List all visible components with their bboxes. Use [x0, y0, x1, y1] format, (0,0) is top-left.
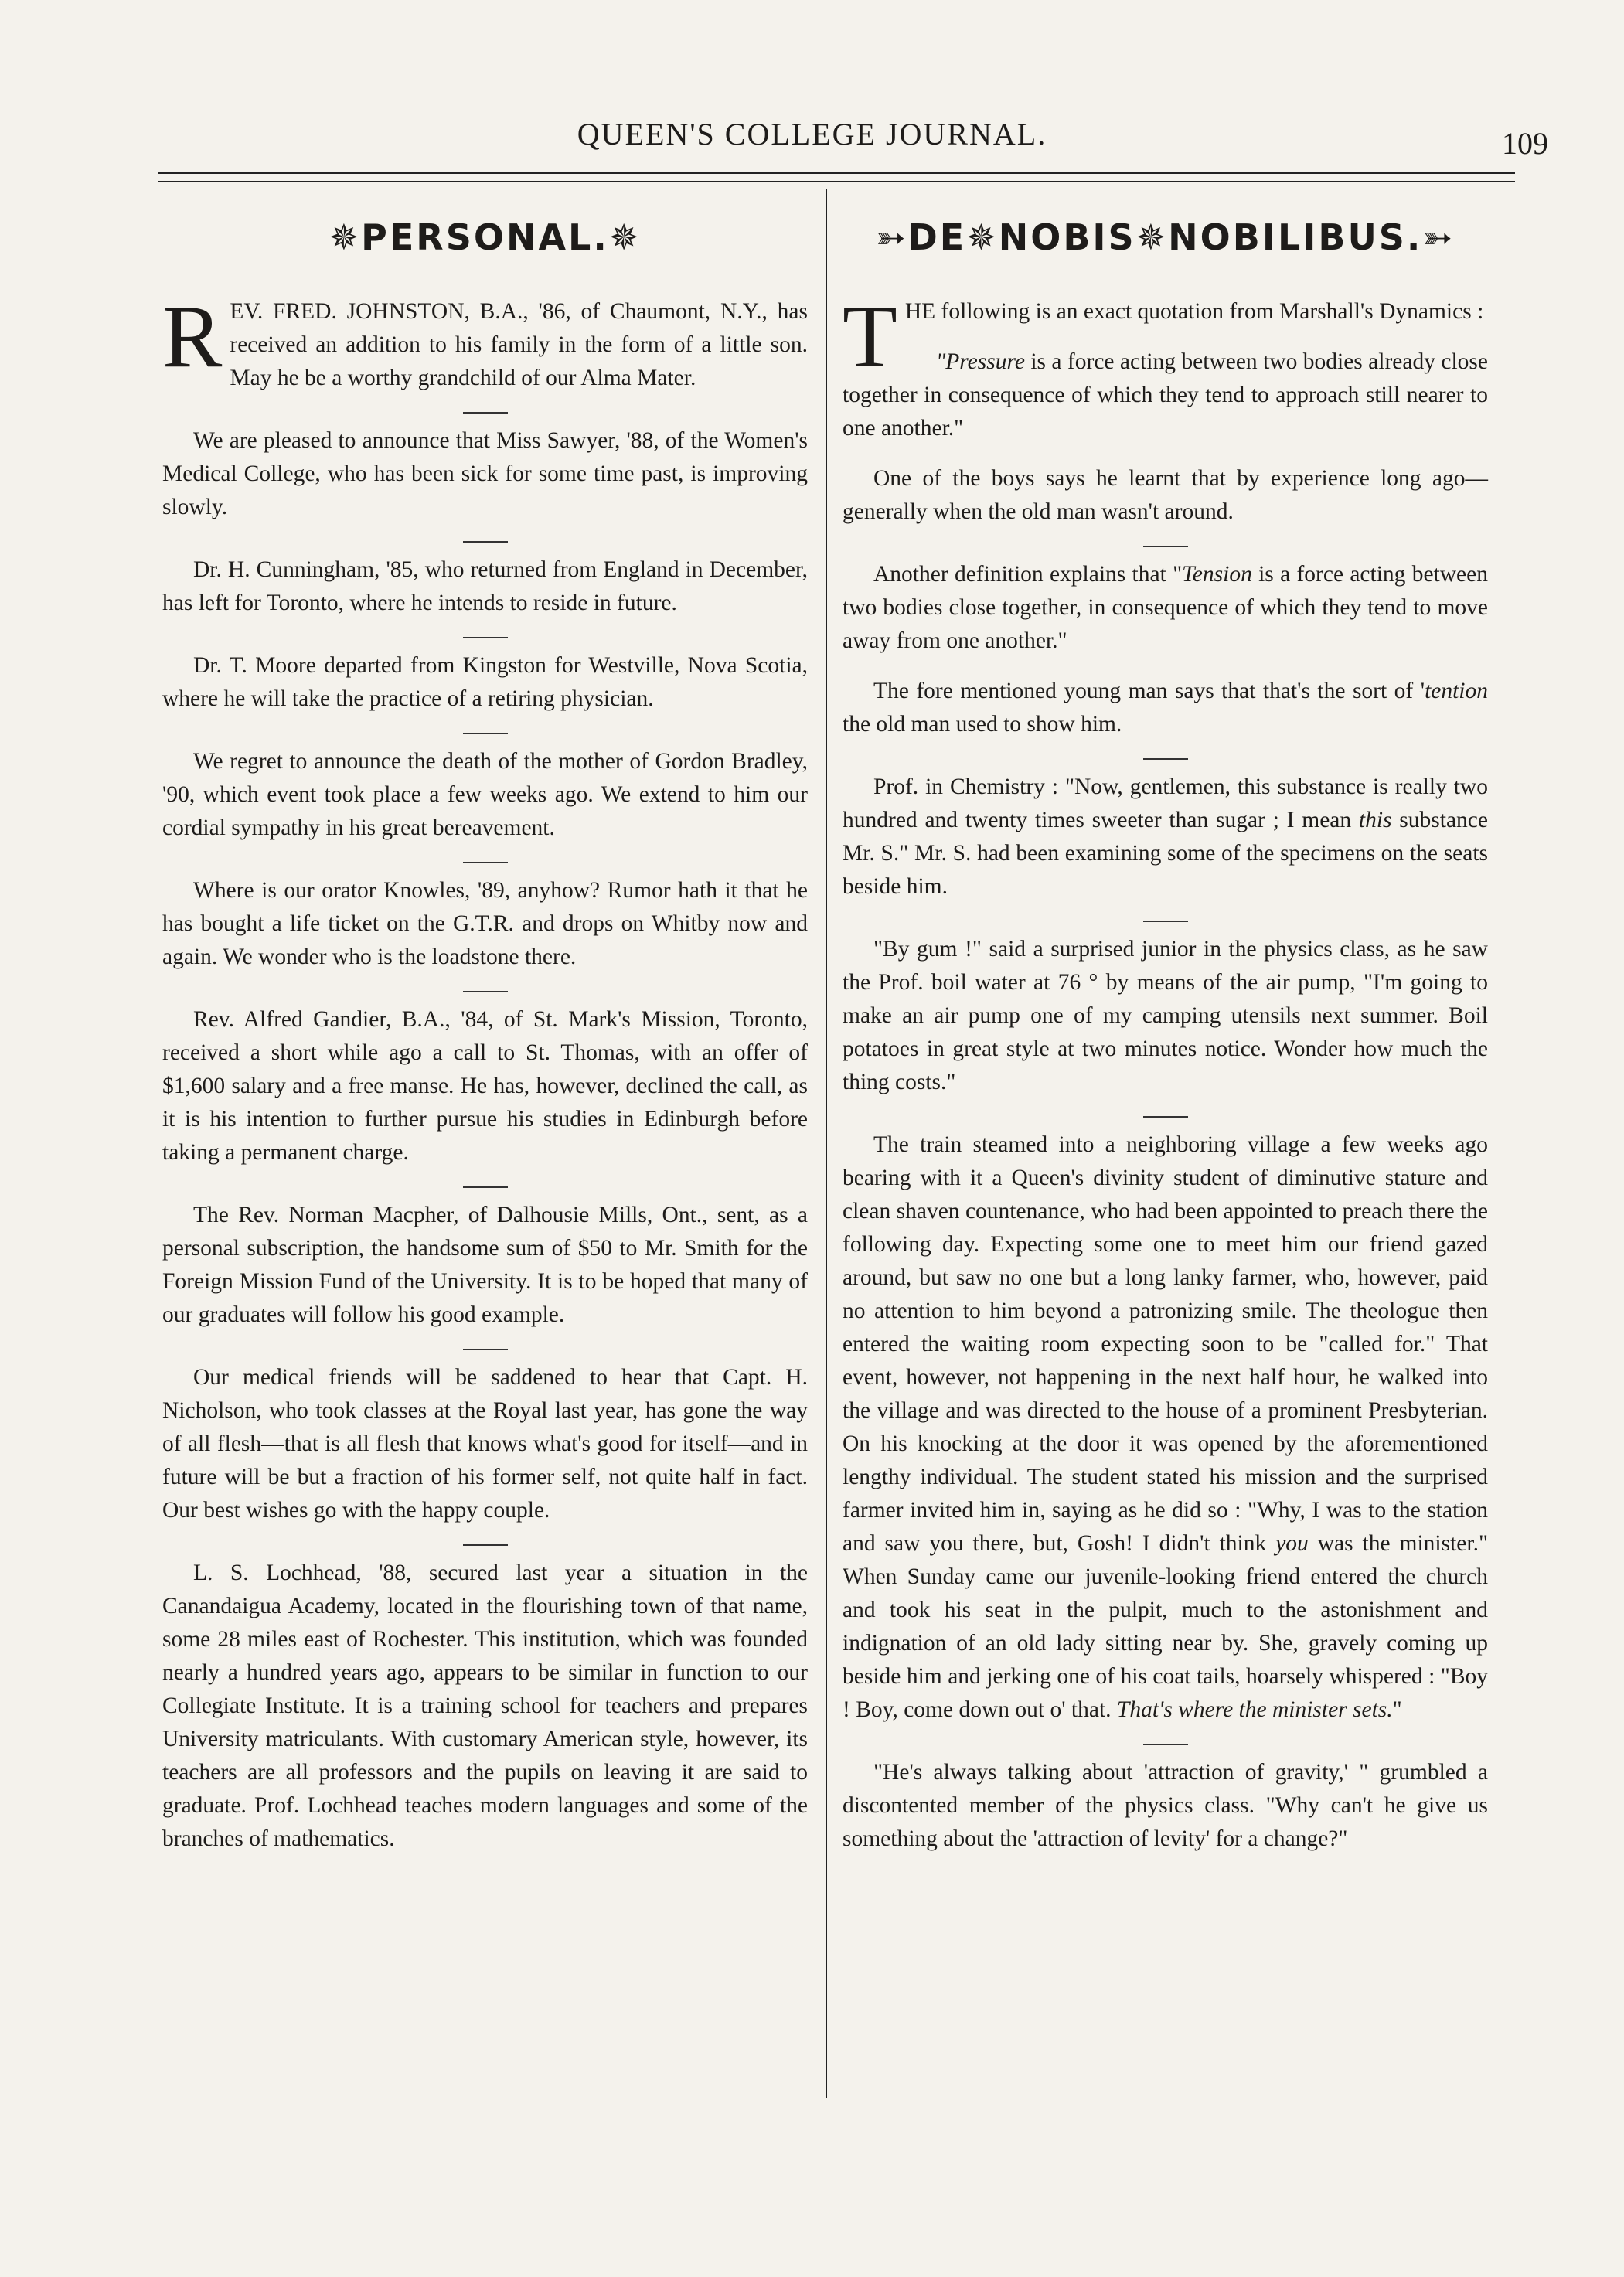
de-nobis-column: [843, 201, 1488, 1873]
personal-item: [162, 288, 808, 395]
item-separator: [463, 541, 508, 543]
personal-item: Where is our orator Knowles, '89, anyhow? Rumor hath it that he has bought a life ticket on the G.T.R. and drops on Whitby now and again. We wonder who is the loadstone there.: [162, 878, 808, 969]
item-separator: [1143, 1116, 1188, 1118]
personal-item: Dr. H. Cunningham, '85, who returned from England in December, has left for Toronto, where he intends to reside in future.: [162, 557, 808, 615]
item-separator: [1143, 921, 1188, 922]
personal-item: Dr. T. Moore departed from Kingston for Westville, Nova Scotia, where he will take the practice of a retiring physician.: [162, 653, 808, 711]
de-nobis-heading: ➳DE✵NOBIS✵NOBILIBUS.➳: [876, 216, 1455, 258]
personal-heading: ✵PERSONAL.✵: [329, 216, 642, 258]
header-rule: [158, 172, 1515, 174]
column-divider: [826, 189, 827, 2098]
item-separator: [1143, 1744, 1188, 1745]
nobis-item-chemistry: Prof. in Chemistry : "Now, gentlemen, this substance is really two hundred and twenty times sweeter than sugar ; I mean this substance Mr. S." Mr. S. had been examining some of the specimens on the seats beside him.: [843, 774, 1488, 899]
personal-item: L. S. Lochhead, '88, secured last year a situation in the Canandaigua Academy, located in the flourishing town of that name, some 28 miles east of Rochester. This institution, which was founded nearly a hundred years ago, appears to be similar in function to our Collegiate Institute. It is a training school for teachers and prepares University matriculants. With customary American style, however, its teachers are all professors and the pupils on leaving it are said to graduate. Prof. Lochhead teaches modern languages and some of the branches of mathematics.: [162, 1561, 808, 1851]
page-number: 109: [1502, 126, 1548, 161]
item-separator: [463, 412, 508, 414]
item-separator: [463, 1349, 508, 1350]
nobis-item-gum: "By gum !" said a surprised junior in the physics class, as he saw the Prof. boil water at 76 ° by means of the air pump, "I'm going to make an air pump one of my camping utensils next summer. Boil potatoes in great style at two minutes notice. Wonder how much the thing costs.": [843, 937, 1488, 1094]
nobis-item-young-man: The fore mentioned young man says that that's the sort of 'tention the old man used to show him.: [843, 679, 1488, 737]
item-separator: [463, 991, 508, 992]
personal-item: We are pleased to announce that Miss Sawyer, '88, of the Women's Medical College, who has been sick for some time past, is improving slowly.: [162, 428, 808, 519]
personal-item: Our medical friends will be saddened to hear that Capt. H. Nicholson, who took classes at the Royal last year, has gone the way of all flesh—that is all flesh that knows what's good for itself—and in future will be but a fraction of his former self, not quite half in fact. Our best wishes go with the happy couple.: [162, 1365, 808, 1523]
header-rule-thin: [158, 181, 1515, 182]
personal-item: The Rev. Norman Macpher, of Dalhousie Mills, Ont., sent, as a personal subscription, the handsome sum of $50 to Mr. Smith for the Foreign Mission Fund of the University. It is to be hoped that many of our graduates will follow his good example.: [162, 1203, 808, 1327]
item-separator: [463, 862, 508, 863]
drop-cap: T: [843, 288, 897, 386]
personal-item: We regret to announce the death of the mother of Gordon Bradley, '90, which event took place a few weeks ago. We extend to him our cordial sympathy in his great bereavement.: [162, 749, 808, 840]
item-separator: [1143, 758, 1188, 760]
personal-item-text: EV. FRED. JOHNSTON, B.A., '86, of Chaumont, N.Y., has received an addition to his family in the form of a little son. May he be a worthy grandchild of our Alma Mater.: [230, 299, 808, 390]
drop-cap: R: [162, 288, 223, 386]
item-separator: [463, 1186, 508, 1188]
nobis-item-intro: THE following is an exact quotation from Marshall's Dynamics :: [843, 288, 1484, 386]
item-separator: [463, 1544, 508, 1546]
nobis-item-tension: Another definition explains that "Tension is a force acting between two bodies close together, in consequence of which they tend to move away from one another.": [843, 562, 1488, 653]
running-head: QUEEN'S COLLEGE JOURNAL.: [577, 117, 1047, 151]
item-separator: [463, 733, 508, 734]
nobis-item-remark: One of the boys says he learnt that by experience long ago—generally when the old man wasn't around.: [843, 466, 1488, 524]
item-separator: [463, 637, 508, 638]
nobis-item-train: The train steamed into a neighboring village a few weeks ago bearing with it a Queen's divinity student of diminutive stature and clean shaven countenance, who had been appointed to preach there the following day. Expecting some one to meet him our friend gazed around, but saw no one but a long lanky farmer, who, however, paid no attention to him beyond a patronizing smile. The theologue then entered the waiting room expecting soon to be "called for." That event, however, not happening in the next half hour, he walked into the village and was directed to the house of a prominent Presbyterian. On his knocking at the door it was opened by the aforementioned lengthy individual. The student stated his mission and the surprised farmer invited him in, saying as he did so : "Why, I was to the station and saw you there, but, Gosh! I didn't think you was the minister." When Sunday came our juvenile-looking friend entered the church and took his seat in the pulpit, much to the astonishment and indignation of an old lady sitting near by. She, gravely coming up beside him and jerking one of his coat tails, hoarsely whispered : "Boy ! Boy, come down out o' that. That's where the minister sets.": [843, 1132, 1489, 1722]
nobis-item-gravity: "He's always talking about 'attraction of gravity,' " grumbled a discontented member of the physics class. "Why can't he give us something about the 'attraction of levity' for a change?": [843, 1760, 1488, 1851]
personal-column: [162, 201, 808, 1873]
nobis-item-quote: "Pressure is a force acting between two bodies already close together in consequence of which they tend to approach still nearer to one another.": [843, 349, 1488, 441]
personal-item: Rev. Alfred Gandier, B.A., '84, of St. Mark's Mission, Toronto, received a short while ago a call to St. Thomas, with an offer of $1,600 salary and a free manse. He has, however, declined the call, as it is his intention to further pursue his studies in Edinburgh before taking a permanent charge.: [162, 1007, 808, 1165]
item-separator: [1143, 546, 1188, 547]
